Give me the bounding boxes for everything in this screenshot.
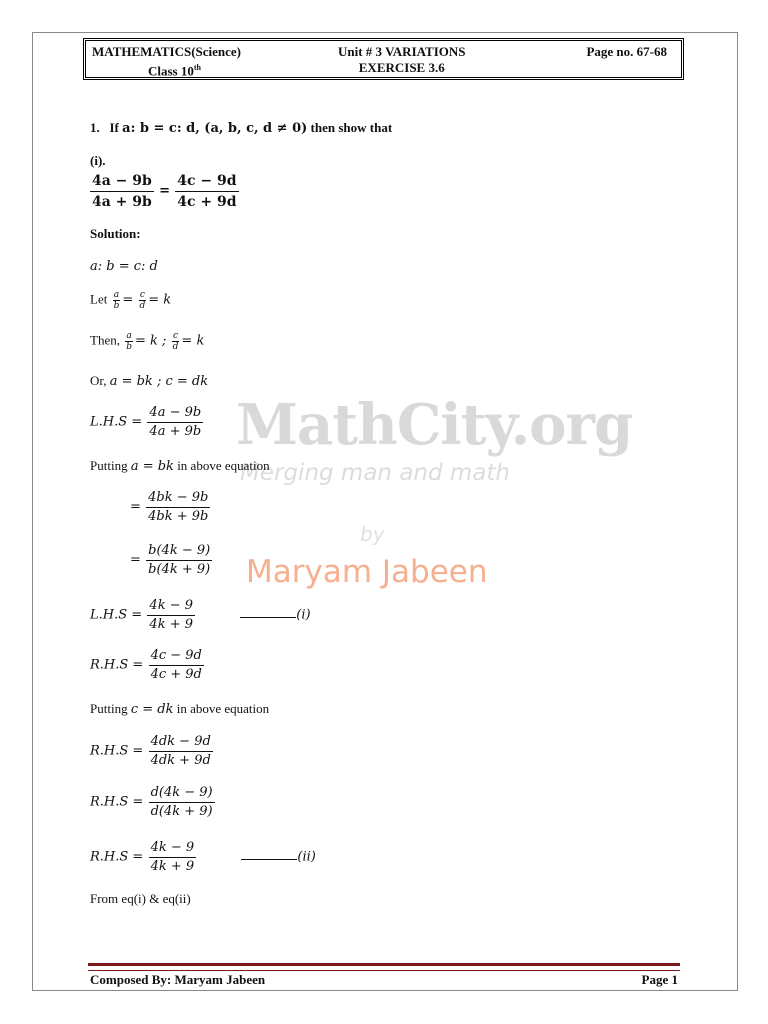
blank-line [241, 859, 297, 860]
solution-or: Or, a = bk ; c = dk [90, 373, 209, 389]
question-lhs-fraction: $\frac{4a - 9b}{4a + 9b}$ [92, 173, 152, 210]
page-header [83, 38, 684, 80]
watermark-by: by [360, 522, 385, 546]
question-ratio: a: b = c: d, (a, b, c, d ≠ 0) [122, 121, 308, 136]
solution-from: From eq(i) & eq(ii) [90, 891, 191, 906]
solution-line1: a: b = c: d [90, 259, 158, 274]
header-page-range: Page no. 67-68 [586, 44, 667, 59]
solution-step1: = $\frac{4bk - 9b}{4bk + 9b}$ [130, 490, 209, 524]
header-subject: MATHEMATICS(Science) [92, 44, 241, 59]
header-unit-block [338, 44, 466, 76]
solution-heading: Solution: [90, 226, 141, 241]
solution-let: Let $\frac{a}{b}$ = $\frac{c}{d}$ = k [90, 290, 172, 311]
watermark-tagline: Merging man and math [240, 460, 510, 486]
solution-then: Then, $\frac{a}{b}$ = k ; $\frac{c}{d}$ = k [90, 331, 205, 352]
solution-putting-c: Putting c = dk in above equation [90, 701, 270, 717]
watermark-site: MathCity.org [236, 392, 633, 458]
solution-rhs-final: R.H.S = $\frac{4k - 9}{4k + 9}$ (ii) [90, 840, 316, 874]
header-unit: Unit # 3 VARIATIONS [338, 44, 466, 59]
question-equation: $\frac{4a - 9b}{4a + 9b}$ = $\frac{4c - 9d}{4c + 9d}$ [92, 173, 237, 210]
solution-rstep1: R.H.S = $\frac{4dk - 9d}{4dk + 9d}$ [90, 734, 211, 768]
watermark-author: Maryam Jabeen [246, 554, 488, 590]
solution-lhs: L.H.S = $\frac{4a - 9b}{4a + 9b}$ [90, 405, 202, 439]
header-subject-block [92, 44, 241, 79]
solution-rhs: R.H.S = $\frac{4c - 9d}{4c + 9d}$ [90, 648, 202, 682]
question-rhs-fraction: $\frac{4c - 9d}{4c + 9d}$ [177, 173, 237, 210]
solution-step2: = $\frac{b(4k - 9)}{b(4k + 9)}$ [130, 543, 211, 577]
question-part: (i). [90, 153, 106, 168]
footer-page-number: Page 1 [641, 972, 678, 987]
solution-rstep2: R.H.S = $\frac{d(4k - 9)}{d(4k + 9)}$ [90, 785, 213, 819]
footer-composed: Composed By: Maryam Jabeen [90, 972, 266, 987]
blank-line [240, 617, 296, 618]
question-line: 1. If a: b = c: d, (a, b, c, d ≠ 0) then show that [90, 120, 393, 136]
footer-rule [88, 963, 680, 971]
page-bottom-border [32, 990, 737, 991]
solution-putting-a: Putting a = bk in above equation [90, 458, 270, 474]
header-exercise: EXERCISE 3.6 [358, 60, 445, 75]
solution-lhs-final: L.H.S = $\frac{4k - 9}{4k + 9}$ (i) [90, 598, 311, 632]
header-class: Class 10th [148, 63, 201, 79]
